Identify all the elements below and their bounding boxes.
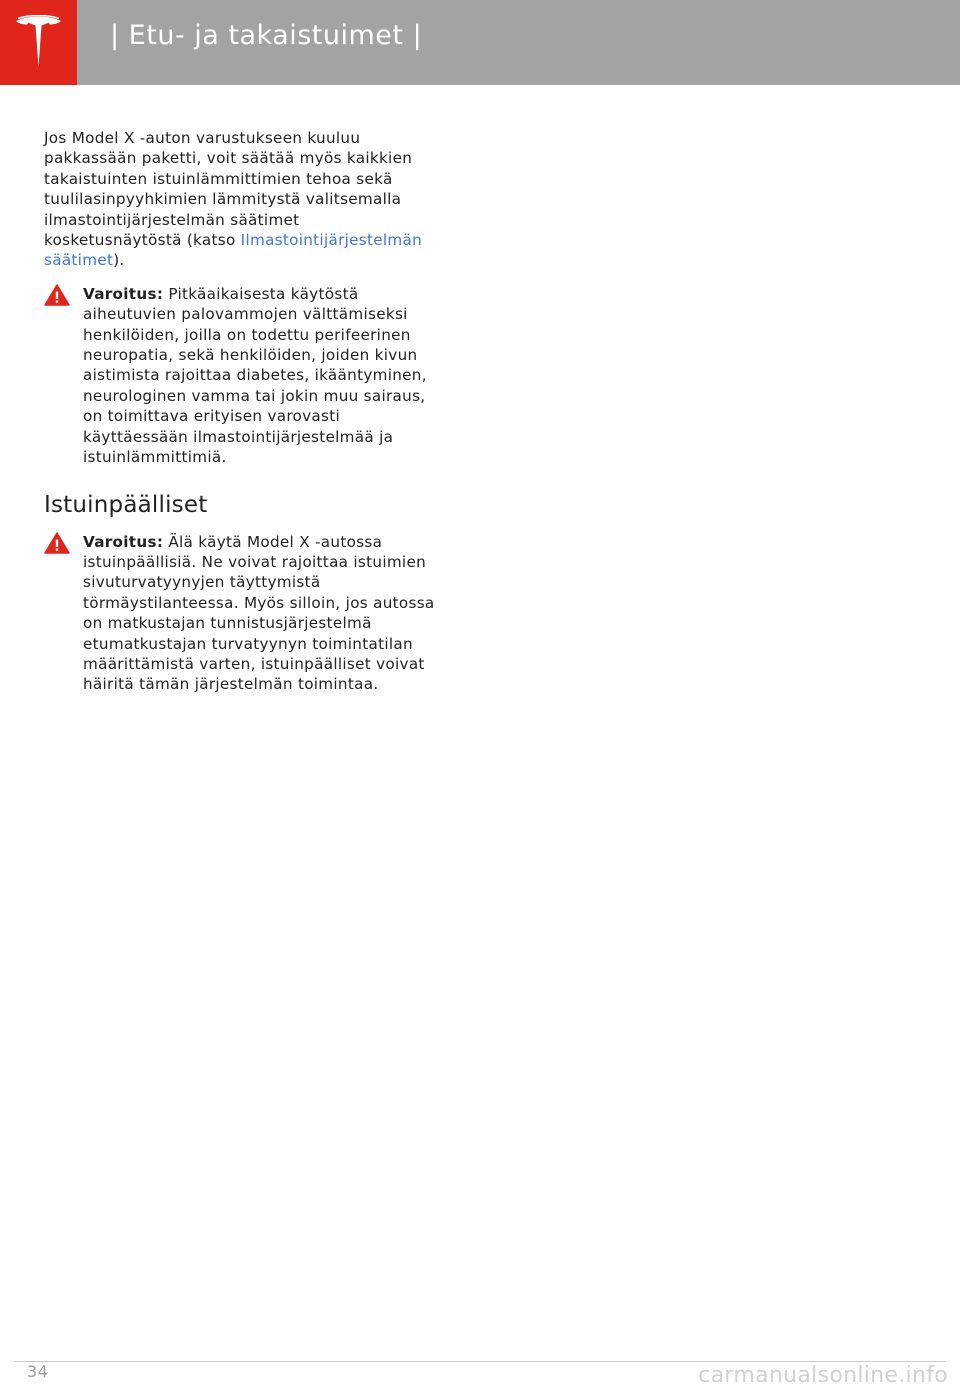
warning-block-burns: [44, 284, 439, 468]
warning-label: Varoitus:: [83, 284, 164, 303]
warning-triangle-icon: [44, 532, 70, 554]
watermark: carmanualsonline.info: [698, 1363, 948, 1388]
climate-controls-link[interactable]: Ilmastointijärjestelmän säätimet: [44, 231, 423, 270]
intro-text: Jos Model X -auton varustukseen kuuluu pakkassään paketti, voit säätää myös kaikkien takaistuinten istuinlämmittimien tehoa sekä tuulilasinpyyhkimien lämmitystä valitsemalla ilmastointijärjestelmän säätimet kosketusnäytöstä (katso: [44, 129, 413, 250]
main-content: [44, 128, 439, 695]
warning-block-seat-covers: [44, 532, 439, 695]
warning-text: [83, 532, 439, 695]
intro-text-end: ).: [113, 251, 125, 270]
intro-paragraph: [44, 128, 439, 271]
footer-divider: [14, 1361, 946, 1362]
page-title: | Etu- ja takaistuimet |: [110, 20, 423, 51]
section-heading: Istuinpäälliset: [44, 491, 208, 518]
page-number: 34: [27, 1362, 49, 1381]
warning-body: Älä käytä Model X -autossa istuinpäällisiä. Ne voivat rajoittaa istuimien sivuturvatyynyjen täyttymistä törmäystilanteessa. Myös silloin, jos autossa on matkustajan tunnistusjärjestelmä etumatkustajan turvatyynyn toimintatilan määrittämistä varten, istuinpäälliset voivat häiritä tämän järjestelmän toimintaa.: [83, 532, 435, 694]
warning-triangle-icon: [44, 284, 70, 306]
tesla-logo-icon: [14, 15, 63, 69]
page-header: [0, 0, 960, 85]
warning-text: [83, 284, 439, 468]
warning-label: Varoitus:: [83, 532, 164, 551]
brand-logo-box: [0, 0, 77, 85]
warning-body: Pitkäaikaisesta käytöstä aiheutuvien palovammojen välttämiseksi henkilöiden, joilla on todettu perifeerinen neuropatia, sekä henkilöiden, joiden kivun aistimista rajoittaa diabetes, ikääntyminen, neurologinen vamma tai jokin muu sairaus, on toimittava erityisen varovasti käyttäessään ilmastointijärjestelmää ja istuinlämmittimiä.: [83, 284, 427, 467]
